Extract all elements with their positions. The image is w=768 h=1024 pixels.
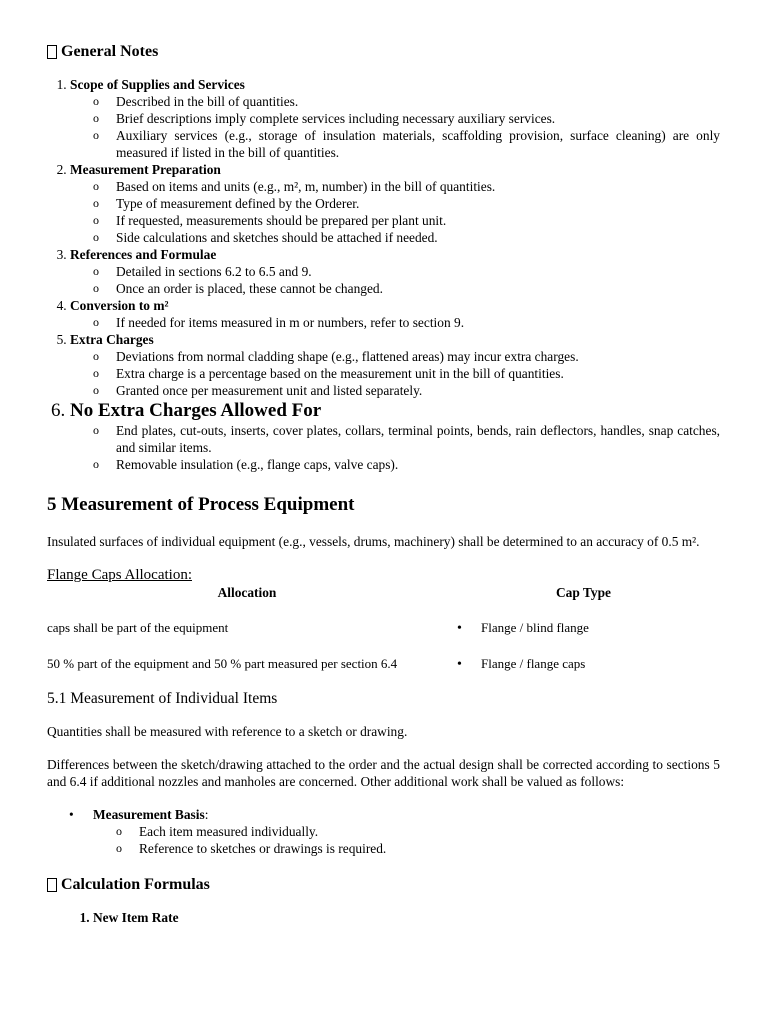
- table-cell-allocation: caps shall be part of the equipment: [47, 620, 229, 635]
- measurement-basis-label: Measurement Basis: [93, 807, 205, 822]
- note-item-scope: [70, 76, 720, 161]
- note-bullet: o Type of measurement defined by the Orderer.: [116, 195, 720, 212]
- note-bullet: o Deviations from normal cladding shape (e.g., flattened areas) may incur extra charges.: [116, 348, 720, 365]
- note-bullet: o End plates, cut-outs, inserts, cover plates, collars, terminal points, bends, rain deflectors, handles, snap catches, and similar items.: [116, 422, 720, 456]
- note-title: Extra Charges: [70, 332, 154, 347]
- note-bullet: o Side calculations and sketches should be attached if needed.: [116, 229, 720, 246]
- measurement-basis-list: [47, 806, 720, 857]
- note-bullet: o Once an order is placed, these cannot be changed.: [116, 280, 720, 297]
- cap-type-text: Flange / blind flange: [481, 620, 589, 635]
- note-bullets: [70, 178, 720, 246]
- formula-item: 1. New Item Rate: [93, 909, 720, 926]
- calculation-formulas-heading: [47, 875, 720, 895]
- note-title: References and Formulae: [70, 247, 217, 262]
- table-header-allocation: Allocation: [217, 585, 277, 600]
- note-bullet: o Described in the bill of quantities.: [116, 93, 720, 110]
- flange-caps-heading: Flange Caps Allocation:: [47, 567, 192, 583]
- note-bullet: o Granted once per measurement unit and listed separately.: [116, 382, 720, 399]
- bullet-icon: •: [457, 657, 462, 672]
- general-notes-list: [47, 76, 720, 473]
- note-title: Conversion to m²: [70, 298, 169, 313]
- note-title: Measurement Preparation: [70, 162, 221, 177]
- section-5-1-para-1: Quantities shall be measured with reference to a sketch or drawing.: [47, 724, 408, 739]
- section-5-intro: Insulated surfaces of individual equipment (e.g., vessels, drums, machinery) shall be determined to an accuracy of 0.5 m².: [47, 534, 700, 549]
- note-bullet: o Removable insulation (e.g., flange caps, valve caps).: [116, 456, 720, 473]
- note-bullet: o Detailed in sections 6.2 to 6.5 and 9.: [116, 263, 720, 280]
- note-title: No Extra Charges Allowed For: [70, 400, 322, 421]
- table-cell-allocation: 50 % part of the equipment and 50 % part measured per section 6.4: [47, 656, 398, 671]
- section-5-1-title: 5.1 Measurement of Individual Items: [47, 690, 278, 707]
- table-row: [47, 647, 720, 683]
- note-bullets: [70, 348, 720, 399]
- general-notes-heading: [47, 42, 720, 62]
- note-item-measurement-preparation: [70, 161, 720, 246]
- measurement-basis-colon: :: [204, 807, 209, 822]
- table-header-cap-type: Cap Type: [556, 585, 611, 600]
- missing-glyph-icon: [47, 45, 57, 59]
- table-cell-cap-type: [447, 647, 720, 683]
- calculation-formulas-list: [47, 909, 720, 926]
- note-bullet: o If requested, measurements should be prepared per plant unit.: [116, 212, 720, 229]
- note-item-references: [70, 246, 720, 297]
- note-title: Scope of Supplies and Services: [70, 77, 245, 92]
- basis-bullet: o Reference to sketches or drawings is required.: [139, 840, 720, 857]
- cap-type-text: Flange / flange caps: [481, 656, 586, 671]
- section-5-1-para-2: Differences between the sketch/drawing attached to the order and the actual design shall be corrected according to sections 5 and 6.4 if additional nozzles and manholes are concerned. Other additional work shall be valued as follows:: [47, 757, 720, 789]
- measurement-basis-bullets: [93, 823, 720, 857]
- note-bullets: [70, 93, 720, 161]
- table-cell-cap-type: [447, 611, 720, 647]
- note-item-conversion: [70, 297, 720, 331]
- note-bullet: o Brief descriptions imply complete services including necessary auxiliary services.: [116, 110, 720, 127]
- note-bullets: [70, 263, 720, 297]
- note-bullets: [70, 314, 720, 331]
- note-item-no-extra-charges: [70, 400, 720, 473]
- note-bullet: o If needed for items measured in m or numbers, refer to section 9.: [116, 314, 720, 331]
- table-header-row: [47, 584, 720, 611]
- note-item-extra-charges: [70, 331, 720, 399]
- note-bullet: o Extra charge is a percentage based on the measurement unit in the bill of quantities.: [116, 365, 720, 382]
- note-bullet: o Based on items and units (e.g., m², m, number) in the bill of quantities.: [116, 178, 720, 195]
- calculation-formulas-title: Calculation Formulas: [61, 876, 210, 893]
- bullet-icon: •: [457, 621, 462, 636]
- general-notes-title: General Notes: [61, 43, 159, 60]
- basis-bullet: o Each item measured individually.: [139, 823, 720, 840]
- section-5-title: 5 Measurement of Process Equipment: [47, 494, 355, 515]
- table-row: [47, 611, 720, 647]
- missing-glyph-icon: [47, 878, 57, 892]
- note-bullets: [70, 422, 720, 473]
- note-bullet: o Auxiliary services (e.g., storage of insulation materials, scaffolding provision, surface cleaning) are only measured if listed in the bill of quantities.: [116, 127, 720, 161]
- measurement-basis-item: [93, 806, 720, 857]
- flange-caps-table: [47, 584, 720, 683]
